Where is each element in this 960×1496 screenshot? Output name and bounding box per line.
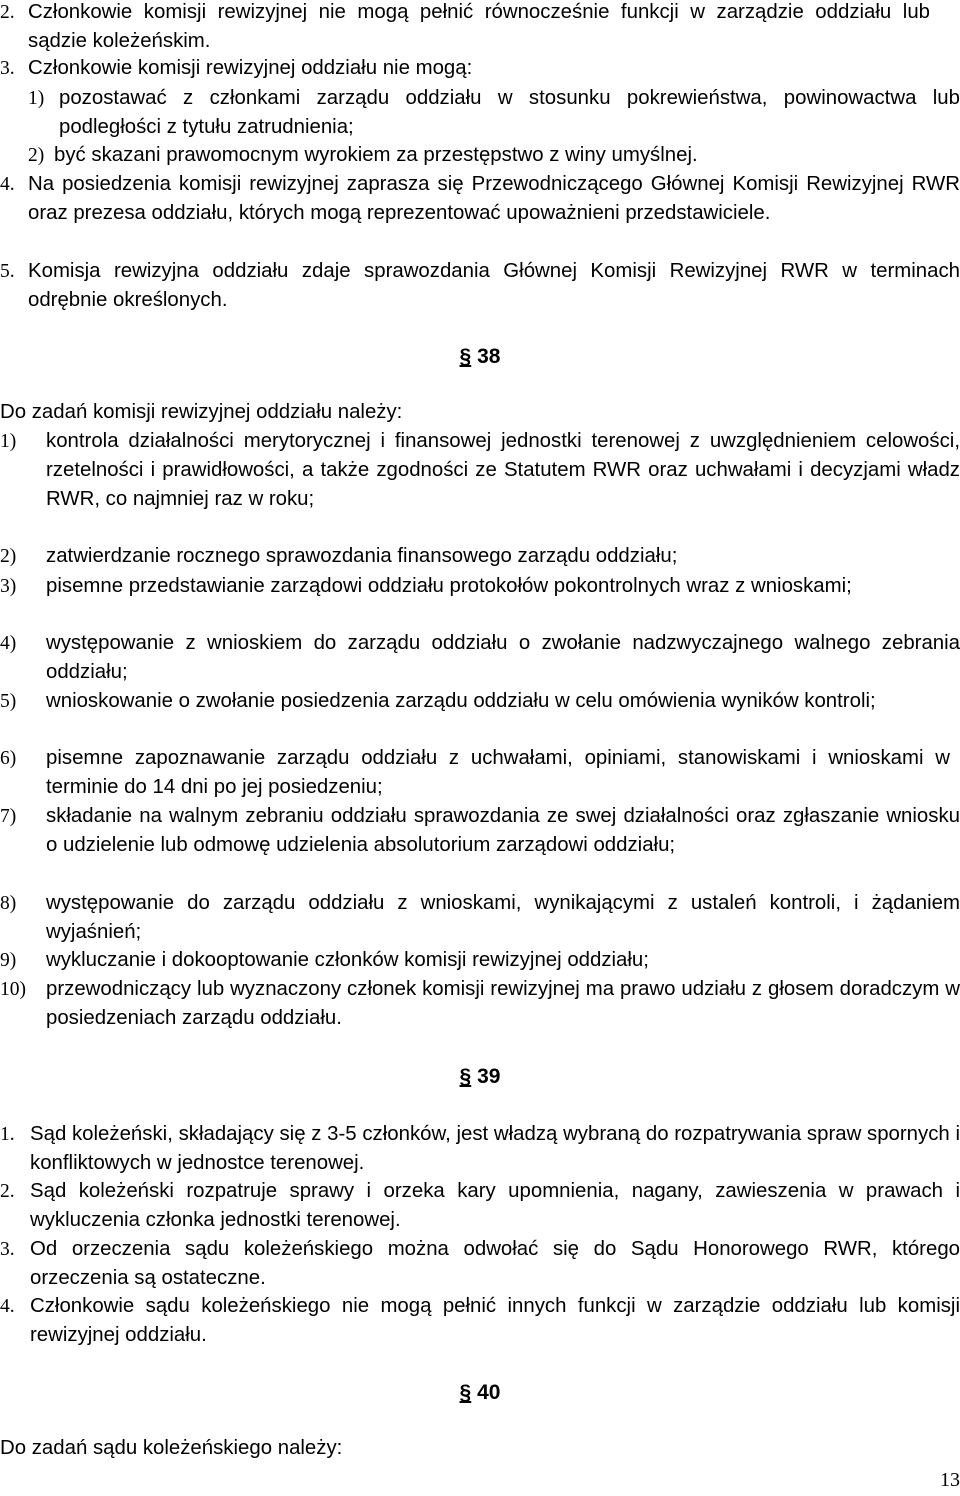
list-item [0, 170, 960, 228]
section-heading-38 [0, 342, 960, 371]
section-number: 38 [477, 345, 501, 368]
item-number: 2. [0, 2, 15, 23]
item-text: pisemne przedstawianie zarządowi oddziału protokołów pokontrolnych wraz z wnioskami; [46, 575, 852, 597]
item-text: przewodniczący lub wyznaczony członek komisji rewizyjnej ma prawo udziału z głosem doradczym w posiedzeniach zarządu oddziału. [46, 978, 960, 1029]
list-item [0, 54, 960, 83]
list-item [0, 0, 960, 56]
list-item [0, 257, 960, 315]
item-number: 7) [0, 806, 17, 827]
item-text: pisemne zapoznawanie zarządu oddziału z uchwałami, opiniami, stanowiskami i wnioskami w terminie do 14 dni po jej posiedzeniu; [46, 747, 950, 798]
item-number: 2) [28, 145, 45, 166]
item-number: 3) [0, 576, 17, 597]
item-text: kontrola działalności merytorycznej i finansowej jednostki terenowej z uwzględnieniem celowości, rzetelności i prawidłowości, a także zgodności ze Statutem RWR oraz uchwałami i decyzjami władz RWR, co najmniej raz w roku; [46, 430, 960, 510]
list-item [0, 629, 960, 687]
item-number: 3. [0, 1239, 15, 1260]
item-text: Członkowie komisji rewizyjnej nie mogą pełnić równocześnie funkcji w zarządzie oddziału lub sądzie koleżeńskim. [28, 1, 930, 52]
list-item [0, 889, 960, 947]
item-text: Na posiedzenia komisji rewizyjnej zaprasza się Przewodniczącego Głównej Komisji Rewizyjnej RWR oraz prezesa oddziału, których mogą reprezentować upoważnieni przedstawiciele. [28, 173, 960, 224]
section-heading-39 [0, 1062, 960, 1091]
list-item [0, 572, 960, 601]
item-text: Sąd koleżeński rozpatruje sprawy i orzeka kary upomnienia, nagany, zawieszenia w prawach i wykluczenia członka jednostki terenowej. [30, 1180, 960, 1231]
item-number: 10) [0, 979, 26, 1000]
item-text: zatwierdzanie rocznego sprawozdania finansowego zarządu oddziału; [46, 545, 678, 567]
section-intro: Do zadań sądu koleżeńskiego należy: [0, 1437, 343, 1459]
list-item [0, 1292, 960, 1350]
section-symbol: § [459, 345, 472, 368]
item-number: 2) [0, 546, 17, 567]
section-number: 40 [477, 1381, 501, 1404]
section-symbol: § [459, 1065, 472, 1088]
list-item [0, 687, 960, 716]
item-text: składanie na walnym zebraniu oddziału sprawozdania ze swej działalności oraz zgłaszanie wniosku o udzielenie lub odmowę udzielenia absolutorium zarządowi oddziału; [46, 805, 960, 856]
item-number: 1. [0, 1124, 15, 1145]
item-text: być skazani prawomocnym wyrokiem za przestępstwo z winy umyślnej. [54, 144, 698, 166]
item-number: 8) [0, 893, 17, 914]
item-number: 1) [28, 88, 45, 109]
list-item [0, 1120, 960, 1178]
sub-list-item [28, 84, 960, 142]
item-number: 4. [0, 1296, 15, 1317]
item-text: Od orzeczenia sądu koleżeńskiego można odwołać się do Sądu Honorowego RWR, którego orzeczenia są ostateczne. [30, 1238, 960, 1289]
list-item [0, 1235, 960, 1293]
list-item [0, 802, 960, 860]
item-text: występowanie do zarządu oddziału z wnioskami, wynikającymi z ustaleń kontroli, i żądaniem wyjaśnień; [46, 892, 960, 943]
section-heading-40 [0, 1378, 960, 1407]
list-item [0, 427, 960, 514]
list-item [0, 542, 960, 571]
item-text: występowanie z wnioskiem do zarządu oddziału o zwołanie nadzwyczajnego walnego zebrania oddziału; [46, 632, 960, 683]
section-symbol: § [459, 1381, 472, 1404]
section-number: 39 [477, 1065, 501, 1088]
item-number: 5) [0, 691, 17, 712]
item-number: 5. [0, 261, 15, 282]
item-number: 4) [0, 633, 17, 654]
item-text: Komisja rewizyjna oddziału zdaje sprawozdania Głównej Komisji Rewizyjnej RWR w terminach odrębnie określonych. [28, 260, 960, 311]
item-text: wnioskowanie o zwołanie posiedzenia zarządu oddziału w celu omówienia wyników kontroli; [46, 690, 876, 712]
item-number: 6) [0, 748, 17, 769]
item-text: Członkowie sądu koleżeńskiego nie mogą pełnić innych funkcji w zarządzie oddziału lub komisji rewizyjnej oddziału. [30, 1295, 960, 1346]
item-number: 9) [0, 950, 17, 971]
list-item [0, 975, 960, 1033]
item-text: Sąd koleżeński, składający się z 3-5 członków, jest władzą wybraną do rozpatrywania spraw spornych i konfliktowych w jednostce terenowej. [30, 1123, 960, 1174]
item-text: wykluczanie i dokooptowanie członków komisji rewizyjnej oddziału; [46, 949, 649, 971]
page-number: 13 [940, 1469, 960, 1491]
item-number: 3. [0, 58, 15, 79]
item-number: 2. [0, 1181, 15, 1202]
list-item [0, 744, 960, 802]
item-text: pozostawać z członkami zarządu oddziału w stosunku pokrewieństwa, powinowactwa lub podległości z tytułu zatrudnienia; [59, 87, 960, 138]
item-number: 1) [0, 431, 17, 452]
list-item [0, 1177, 960, 1235]
sub-list-item [28, 141, 960, 170]
list-item [0, 946, 960, 975]
section-intro: Do zadań komisji rewizyjnej oddziału należy: [0, 401, 403, 423]
item-text: Członkowie komisji rewizyjnej oddziału nie mogą: [28, 57, 473, 79]
item-number: 4. [0, 174, 15, 195]
